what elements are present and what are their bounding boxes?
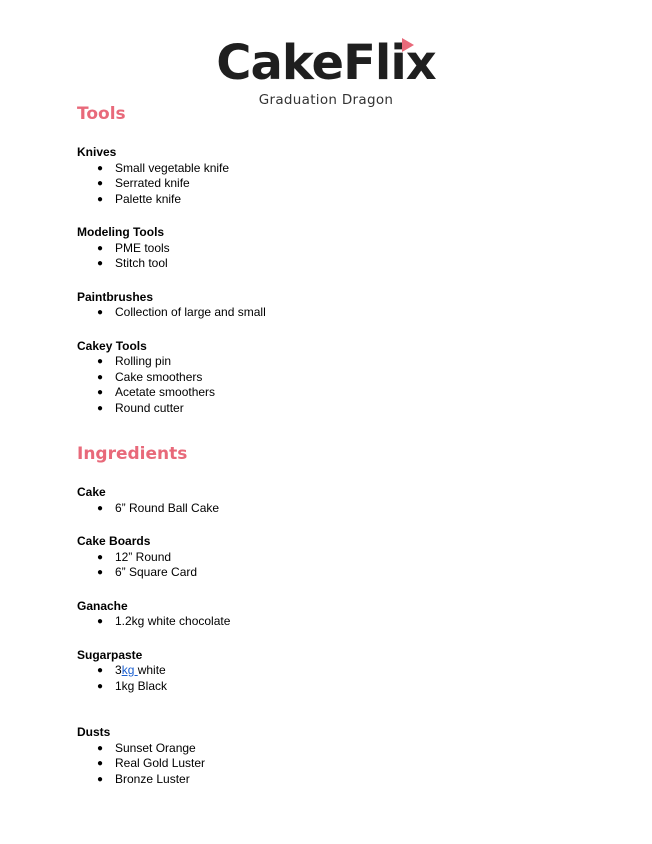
list-item: ● Acetate smoothers (97, 385, 216, 399)
group-cake-boards (77, 534, 597, 581)
kg-link[interactable]: kg (121, 663, 138, 677)
group-knives (77, 145, 597, 207)
group-sugarpaste (77, 648, 597, 695)
list-item: ● Rolling pin (97, 354, 172, 368)
list-item: ● Round cutter (97, 400, 184, 415)
group-cakey-tools (77, 339, 597, 417)
list-item: ● Sunset Orange (97, 740, 196, 755)
group-paintbrushes (77, 290, 597, 321)
group-title: Paintbrushes (77, 289, 154, 304)
group-title: Modeling Tools (77, 225, 165, 239)
list-item: ● 6” Round Ball Cake (97, 500, 220, 515)
list-item: ● Bronze Luster (97, 771, 190, 786)
group-title: Cakey Tools (77, 338, 147, 353)
group-title: Sugarpaste (77, 647, 143, 662)
list-item: ● Small vegetable knife (97, 160, 230, 175)
list-item: ● Cake smoothers (97, 369, 203, 384)
list-item: ● Real Gold Luster (97, 756, 206, 770)
play-icon (402, 38, 414, 52)
list-item: ● 1kg Black (97, 678, 168, 693)
group-title: Cake Boards (77, 534, 151, 548)
logo (0, 36, 652, 90)
list-item: ● Stitch tool (97, 256, 168, 270)
list-item: ● Palette knife (97, 191, 182, 206)
group-cake (77, 485, 597, 516)
list-item: ● 6” Square Card (97, 565, 198, 579)
group-title: Dusts (77, 725, 111, 739)
group-title: Ganache (77, 598, 128, 613)
list-item: ● 12” Round (97, 549, 172, 564)
group-title: Cake (77, 485, 106, 499)
group-ganache (77, 599, 597, 630)
list-item: ● Collection of large and small (97, 305, 266, 319)
page-subtitle: Graduation Dragon (258, 92, 394, 108)
document-body (77, 104, 597, 787)
tools-heading: Tools (77, 104, 126, 124)
list-item: ● 3kg white (97, 663, 166, 677)
list-item: ● 1.2kg white chocolate (97, 614, 231, 628)
group-dusts (77, 725, 597, 787)
brand-name: CakeFlix (216, 35, 436, 91)
list-item: ● Serrated knife (97, 176, 190, 190)
group-title: Knives (77, 145, 117, 159)
group-modeling-tools (77, 225, 597, 272)
ingredients-heading: Ingredients (77, 444, 188, 464)
list-item: ● PME tools (97, 240, 170, 255)
